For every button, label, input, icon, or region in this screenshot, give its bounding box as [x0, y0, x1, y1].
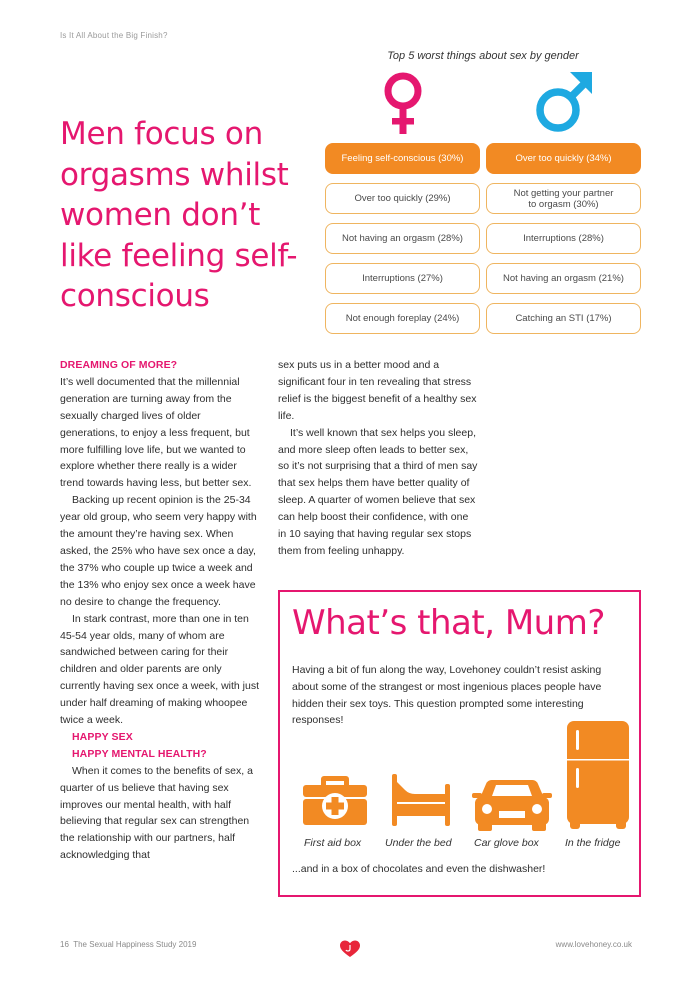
lovehoney-heart-logo-icon [340, 940, 360, 958]
female-worst-things-list [325, 143, 480, 343]
subhead-dreaming-of-more: DREAMING OF MORE? [60, 359, 178, 371]
article-column-left [60, 357, 260, 864]
article-paragraph-3: In stark contrast, more than one in ten 45-54 year olds, many of whom are sandwiched between caring for their children and older parents are only currently having sex once a week, with just under half dreaming of making whoopee twice a week. [60, 612, 260, 727]
website-link[interactable]: www.lovehoney.co.uk [555, 940, 632, 949]
publication-title: The Sexual Happiness Study 2019 [73, 940, 197, 949]
article-paragraph-4: When it comes to the benefits of sex, a quarter of us believe that having sex improves our mental health, with half believing that regular sex can strengthen the relationship with our partners, half acknowledging that [60, 764, 253, 862]
page-headline: Men focus on orgasms whilst women don’t like feeling self-conscious [60, 116, 298, 314]
chart-title: Top 5 worst things about sex by gender [387, 50, 579, 62]
hide-label-first-aid-box: First aid box [304, 837, 362, 849]
article-paragraph-5: It’s well known that sex helps you sleep, and more sleep often leads to better sex, so it’s not surprising that a third of men say that sex helps them have better quality of sleep. A quarter of women believe that sex can help boost their confidence, with one in 10 saying that having regular sex stops them from feeling unhappy. [278, 426, 478, 557]
whats-that-mum-box [278, 590, 641, 897]
running-head: Is It All About the Big Finish? [60, 31, 168, 40]
first-aid-kit-icon [302, 774, 368, 826]
box-footer-note: ...and in a box of chocolates and even the dishwasher! [292, 863, 546, 875]
article-column-right [278, 357, 478, 560]
female-item-2: Over too quickly (29%) [325, 183, 480, 214]
male-item-3: Interruptions (28%) [486, 223, 641, 254]
page-number: 16 [60, 940, 69, 949]
fridge-icon [566, 720, 630, 830]
male-item-5: Catching an STI (17%) [486, 303, 641, 334]
car-icon [472, 778, 552, 832]
male-worst-things-list [486, 143, 641, 343]
box-intro: Having a bit of fun along the way, Lovehoney couldn’t resist asking about some of the strangest or most ingenious places people have hidden their sex toys. This question prompted some interesting responses! [292, 664, 602, 727]
male-symbol-icon [534, 70, 594, 136]
bed-icon [390, 772, 452, 828]
article-paragraph-4-continued: sex puts us in a better mood and a significant four in ten revealing that stress relief is the biggest benefit of a healthy sex life. [278, 359, 477, 422]
subhead-happy-mental-health: HAPPY MENTAL HEALTH? [72, 747, 207, 760]
subhead-happy-sex: HAPPY SEX [72, 730, 133, 743]
hide-label-under-the-bed: Under the bed [385, 837, 452, 849]
female-item-4: Interruptions (27%) [325, 263, 480, 294]
female-item-1: Feeling self-conscious (30%) [325, 143, 480, 174]
male-item-1: Over too quickly (34%) [486, 143, 641, 174]
male-item-4: Not having an orgasm (21%) [486, 263, 641, 294]
hide-label-in-the-fridge: In the fridge [565, 837, 621, 849]
hide-label-car-glove-box: Car glove box [474, 837, 539, 849]
article-paragraph-1: It’s well documented that the millennial generation are turning away from the sexually charged lives of older generations, to enjoy a less frequent, but more fulfilling love life, but we wanted to explore whether there really is a wider trend towards having less, but better sex. [60, 375, 252, 490]
female-item-3: Not having an orgasm (28%) [325, 223, 480, 254]
female-item-5: Not enough foreplay (24%) [325, 303, 480, 334]
male-item-2-text: Not getting your partner to orgasm (30%) [513, 187, 614, 210]
box-title: What’s that, Mum? [292, 603, 605, 643]
article-paragraph-2: Backing up recent opinion is the 25-34 year old group, who seem very happy with the amount they’re having sex. When asked, the 25% who have sex once a day, the 37% who couple up twice a week and the 13% who enjoy sex once a week have no desire to change the frequency. [60, 494, 257, 608]
female-symbol-icon [383, 70, 423, 138]
male-item-2 [486, 183, 641, 214]
footer-page-info [60, 940, 196, 949]
